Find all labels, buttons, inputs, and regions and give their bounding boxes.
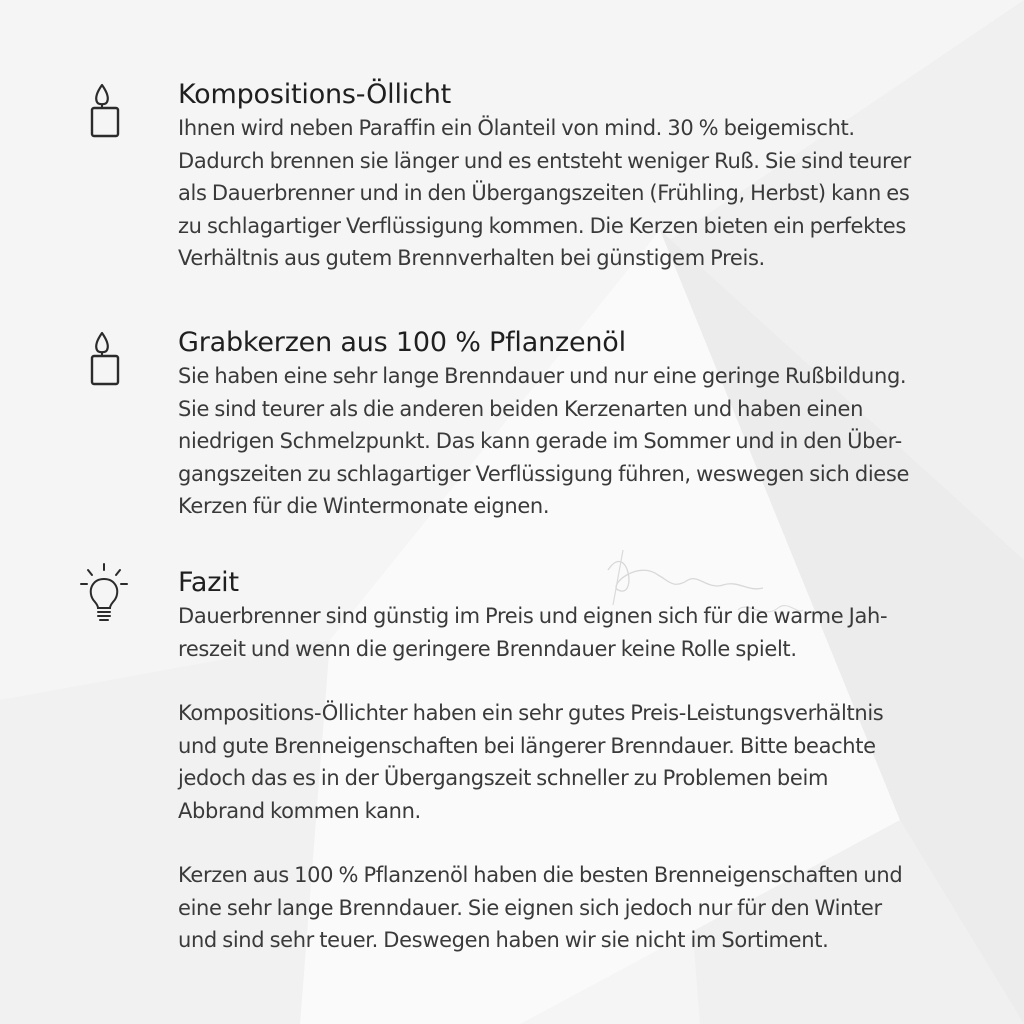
section-title: Fazit xyxy=(178,567,239,598)
text-line: Ihnen wird neben Paraffin ein Ölanteil von mind. 30 % beigemischt. xyxy=(178,116,855,140)
text-line: jedoch das es in der Übergangszeit schneller zu Problemen beim xyxy=(178,766,829,790)
text-line: und sind sehr teuer. Deswegen haben wir sie nicht im Sortiment. xyxy=(178,928,829,952)
text-line: Sie haben eine sehr lange Brenndauer und nur eine geringe Rußbildung. xyxy=(178,364,907,388)
fazit-paragraph-kompositions xyxy=(178,697,978,827)
section-paragraph xyxy=(178,112,978,275)
text-line: als Dauerbrenner und in den Übergangszeiten (Frühling, Herbst) kann es xyxy=(178,181,910,205)
text-line: eine sehr lange Brenndauer. Sie eignen sich jedoch nur für den Winter xyxy=(178,895,882,920)
fazit-paragraph-pflanzenoel xyxy=(178,859,978,957)
text-line: Dauerbrenner sind günstig im Preis und eignen sich für die warme Jah- xyxy=(178,604,888,628)
text-line: Sie sind teurer als die anderen beiden Kerzenarten und haben einen xyxy=(178,396,864,421)
section-title: Kompositions-Öllicht xyxy=(178,79,451,110)
candle-icon xyxy=(80,330,124,388)
fazit-paragraph-dauerbrenner xyxy=(178,600,978,665)
lightbulb-icon xyxy=(78,562,130,624)
text-line: Verhältnis aus gutem Brennverhalten bei günstigem Preis. xyxy=(178,246,765,270)
candle-icon xyxy=(80,82,124,140)
text-line: Kompositions-Öllichter haben ein sehr gutes Preis-Leistungsverhältnis xyxy=(178,701,884,725)
section-title: Grabkerzen aus 100 % Pflanzenöl xyxy=(178,327,626,358)
text-line: Kerzen für die Wintermonate eignen. xyxy=(178,494,550,518)
text-line: gangszeiten zu schlagartiger Verflüssigung führen, weswegen sich diese xyxy=(178,461,910,486)
text-line: Dadurch brennen sie länger und es entsteht weniger Ruß. Sie sind teurer xyxy=(178,148,911,173)
text-line: niedrigen Schmelzpunkt. Das kann gerade im Sommer und in den Über- xyxy=(178,429,902,453)
text-line: reszeit und wenn die geringere Brenndauer keine Rolle spielt. xyxy=(178,636,797,661)
text-line: zu schlagartiger Verflüssigung kommen. Die Kerzen bieten ein perfektes xyxy=(178,213,906,238)
text-line: Kerzen aus 100 % Pflanzenöl haben die besten Brenneigenschaften und xyxy=(178,863,903,887)
text-line: und gute Brenneigenschaften bei längerer Brenndauer. Bitte beachte xyxy=(178,733,876,758)
section-paragraph xyxy=(178,360,978,523)
text-line: Abbrand kommen kann. xyxy=(178,798,421,823)
